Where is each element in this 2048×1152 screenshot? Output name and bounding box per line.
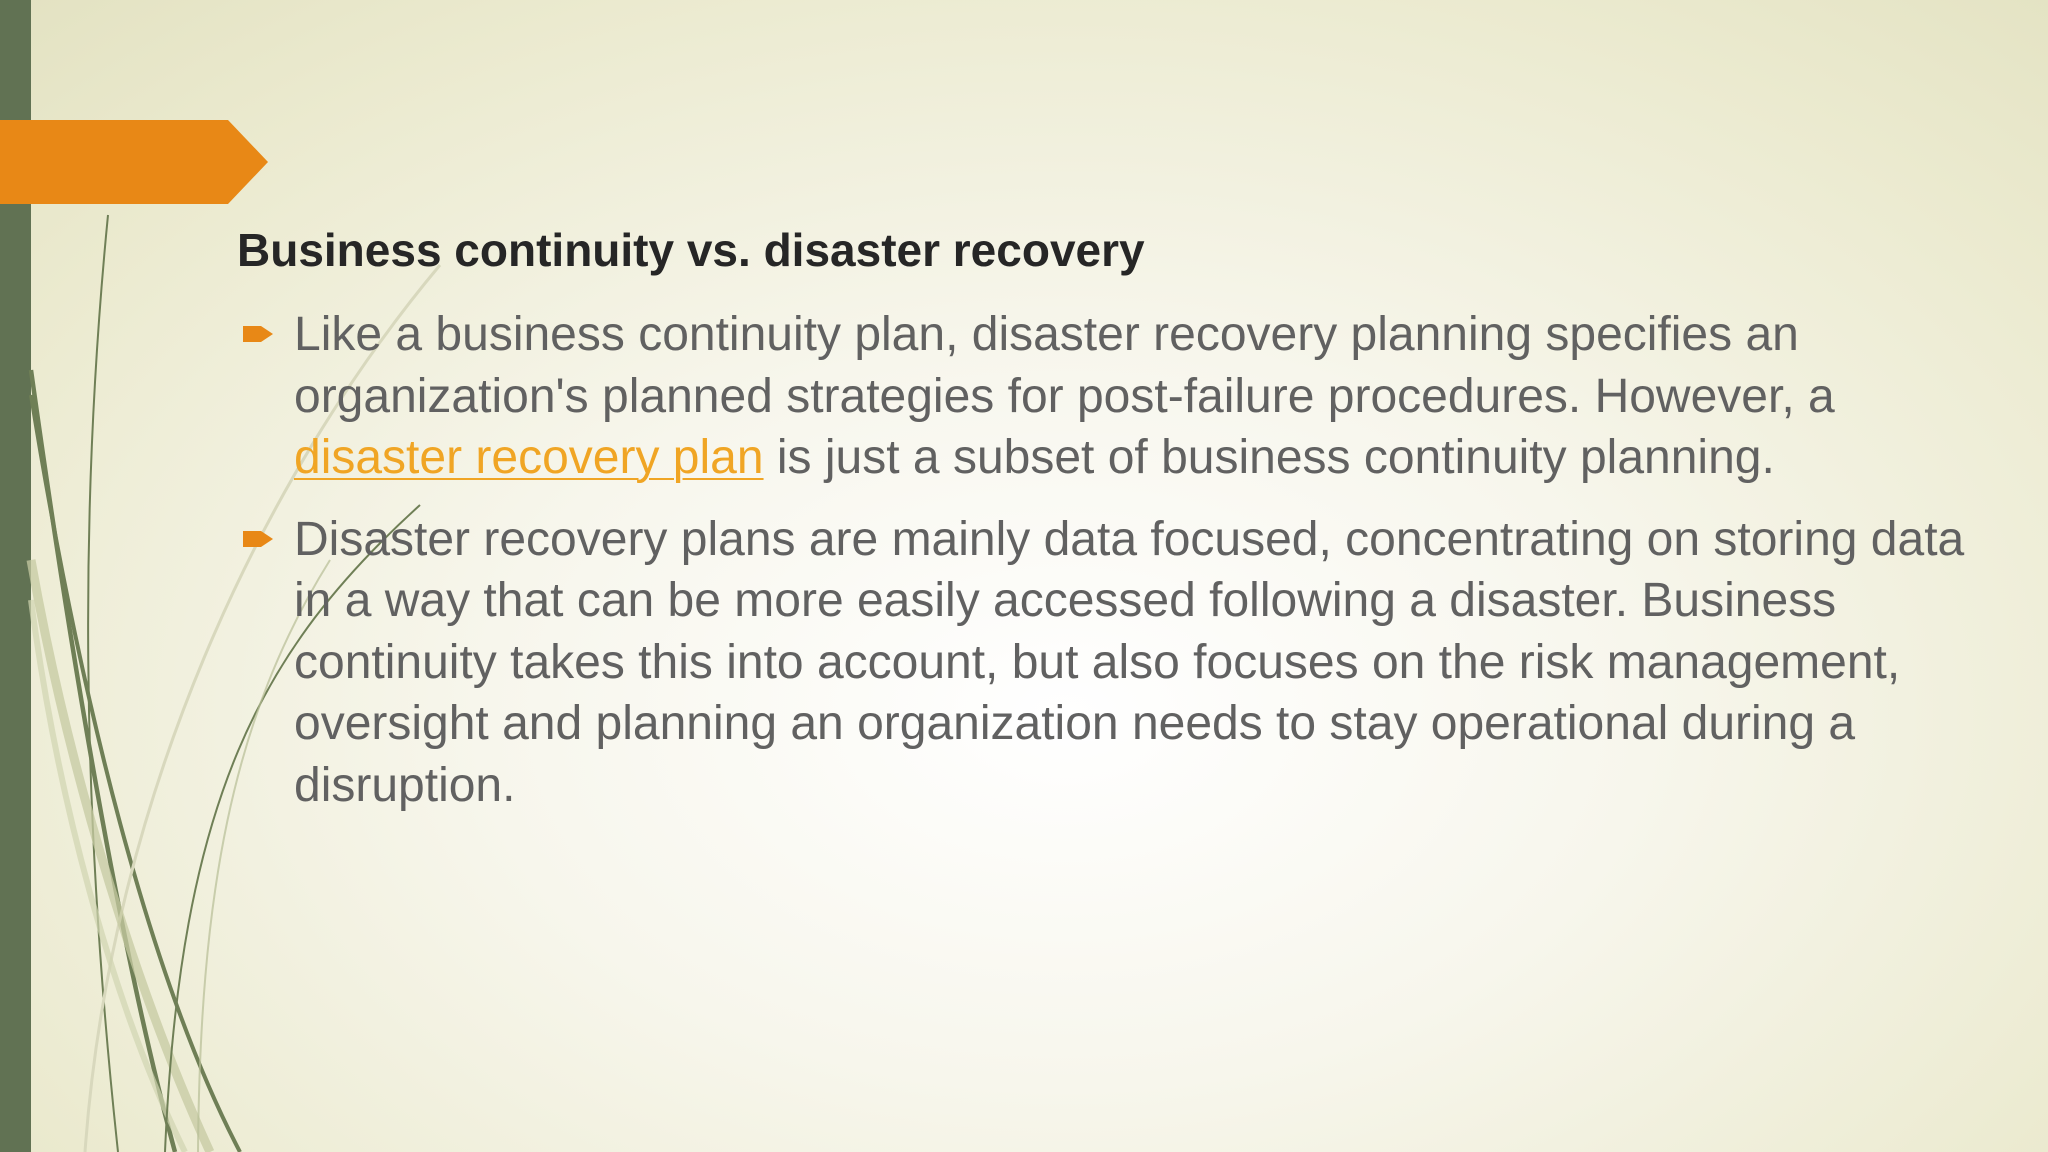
orange-title-tab bbox=[0, 120, 268, 204]
bullet-item-1 bbox=[237, 304, 1977, 489]
bullet-text bbox=[294, 304, 1977, 489]
bullet-text: Disaster recovery plans are mainly data focused, concentrating on storing data in a way that can be more easily accessed following a disaster. Business continuity takes this into account, but also focuses on the risk management, oversight and planning an organization needs to stay operational during a disruption. bbox=[294, 512, 1965, 812]
disaster-recovery-plan-link[interactable]: disaster recovery plan bbox=[294, 431, 764, 484]
bullet-list bbox=[237, 304, 1977, 816]
bullet-item-2 bbox=[237, 509, 1977, 817]
slide-title: Business continuity vs. disaster recovery bbox=[237, 224, 1145, 276]
slide-content bbox=[237, 220, 1977, 836]
bullet-text-before-link: Like a business continuity plan, disaster recovery planning specifies an organization's planned strategies for post-failure procedures. However, a bbox=[294, 308, 1835, 423]
arrow-right-icon bbox=[239, 320, 279, 348]
arrow-right-icon bbox=[239, 525, 279, 553]
bullet-text-after-link: is just a subset of business continuity planning. bbox=[763, 431, 1775, 484]
